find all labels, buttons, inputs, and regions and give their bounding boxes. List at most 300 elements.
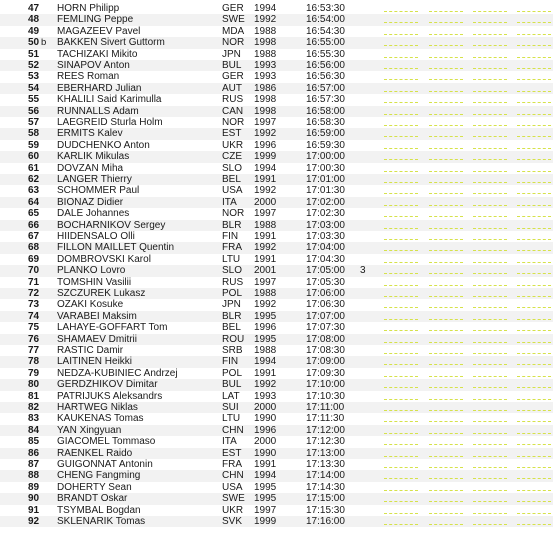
table-row xyxy=(0,106,553,117)
start-time: 16:57:00 xyxy=(306,82,345,94)
birth-year: 1991 xyxy=(254,459,277,470)
blank-result-line xyxy=(384,399,418,400)
start-time: 17:04:30 xyxy=(306,253,345,265)
nation-code: GER xyxy=(222,3,244,14)
blank-result-line xyxy=(429,478,463,479)
blank-result-line xyxy=(473,34,507,35)
blank-result-line xyxy=(517,456,551,457)
blank-result-line xyxy=(384,34,418,35)
birth-year: 1997 xyxy=(254,504,277,516)
blank-result-line xyxy=(384,262,418,263)
nation-code: SLO xyxy=(222,162,243,174)
blank-result-line xyxy=(384,11,418,12)
table-row xyxy=(0,174,553,185)
blank-result-line xyxy=(517,125,551,126)
table-row xyxy=(0,482,553,493)
birth-year: 1991 xyxy=(254,253,277,265)
blank-result-line xyxy=(429,376,463,377)
bib-number: 47 xyxy=(28,3,40,14)
table-row xyxy=(0,311,553,322)
extra-note: 3 xyxy=(360,265,366,277)
nation-code: JPN xyxy=(222,48,241,60)
bib-number: 91 xyxy=(28,504,40,516)
blank-result-line xyxy=(473,250,507,251)
start-time: 17:10:30 xyxy=(306,390,345,402)
nation-code: BLR xyxy=(222,219,242,231)
bib-number: 57 xyxy=(28,117,40,128)
start-time: 17:11:30 xyxy=(306,413,345,425)
blank-result-line xyxy=(517,11,551,12)
birth-year: 1993 xyxy=(254,71,277,83)
table-row xyxy=(0,83,553,94)
blank-result-line xyxy=(384,524,418,525)
blank-result-line xyxy=(384,444,418,445)
start-time: 17:11:00 xyxy=(306,402,345,413)
blank-result-line xyxy=(384,478,418,479)
blank-result-line xyxy=(384,193,418,194)
blank-result-line xyxy=(517,159,551,160)
athlete-name: HARTWEG Niklas xyxy=(57,402,138,413)
blank-result-line xyxy=(384,45,418,46)
start-time: 16:56:30 xyxy=(306,71,345,83)
athlete-name: GIACOMEL Tommaso xyxy=(57,436,156,448)
athlete-name: EBERHARD Julian xyxy=(57,82,142,94)
table-row xyxy=(0,117,553,128)
start-time: 16:58:00 xyxy=(306,105,345,117)
blank-result-line xyxy=(473,285,507,286)
blank-result-line xyxy=(517,444,551,445)
blank-result-line xyxy=(473,376,507,377)
athlete-name: DOMBROVSKI Karol xyxy=(57,253,151,265)
bib-number: 75 xyxy=(28,322,40,334)
start-time: 17:01:00 xyxy=(306,174,345,185)
birth-year: 1992 xyxy=(254,242,277,254)
blank-result-line xyxy=(429,456,463,457)
blank-result-line xyxy=(473,456,507,457)
nation-code: EST xyxy=(222,128,242,140)
nation-code: USA xyxy=(222,481,243,493)
athlete-name: LAEGREID Sturla Holm xyxy=(57,117,163,128)
bib-number: 60 xyxy=(28,151,40,163)
blank-result-line xyxy=(517,478,551,479)
blank-result-line xyxy=(517,353,551,354)
blank-result-line xyxy=(517,68,551,69)
start-time: 16:54:30 xyxy=(306,25,345,37)
table-row xyxy=(0,413,553,424)
blank-result-line xyxy=(473,433,507,434)
birth-year: 1998 xyxy=(254,37,277,49)
blank-result-line xyxy=(517,216,551,217)
start-time: 17:12:00 xyxy=(306,424,345,436)
start-time: 17:00:30 xyxy=(306,162,345,174)
athlete-name: RASTIC Damir xyxy=(57,345,124,356)
blank-result-line xyxy=(429,387,463,388)
blank-result-line xyxy=(517,182,551,183)
blank-result-line xyxy=(517,319,551,320)
birth-year: 1994 xyxy=(254,162,277,174)
blank-result-line xyxy=(429,467,463,468)
table-row xyxy=(0,265,553,276)
bib-number: 64 xyxy=(28,196,40,208)
athlete-name: PLANKO Lovro xyxy=(57,265,126,277)
blank-result-line xyxy=(473,410,507,411)
blank-result-line xyxy=(473,182,507,183)
table-row xyxy=(0,379,553,390)
table-row xyxy=(0,14,553,25)
table-row xyxy=(0,391,553,402)
table-row xyxy=(0,277,553,288)
table-row xyxy=(0,208,553,219)
blank-result-line xyxy=(473,364,507,365)
blank-result-line xyxy=(517,239,551,240)
athlete-name: CHENG Fangming xyxy=(57,470,141,482)
bib-number: 68 xyxy=(28,242,40,254)
nation-code: BEL xyxy=(222,322,241,334)
nation-code: GER xyxy=(222,71,244,83)
blank-result-line xyxy=(517,262,551,263)
nation-code: FIN xyxy=(222,356,239,368)
bib-number: 92 xyxy=(28,516,40,527)
bib-number: 77 xyxy=(28,345,40,356)
blank-result-line xyxy=(473,421,507,422)
birth-year: 1996 xyxy=(254,139,277,151)
table-row xyxy=(0,220,553,231)
blank-result-line xyxy=(384,490,418,491)
blank-result-line xyxy=(384,159,418,160)
table-row xyxy=(0,163,553,174)
birth-year: 1994 xyxy=(254,356,277,368)
birth-year: 1992 xyxy=(254,128,277,140)
athlete-name: HORN Philipp xyxy=(57,3,120,14)
blank-result-line xyxy=(517,91,551,92)
start-time: 16:55:00 xyxy=(306,37,345,49)
nation-code: FRA xyxy=(222,242,242,254)
table-row xyxy=(0,368,553,379)
table-row xyxy=(0,3,553,14)
blank-result-line xyxy=(473,79,507,80)
nation-code: CAN xyxy=(222,105,244,117)
blank-result-line xyxy=(384,102,418,103)
bib-number: 50 xyxy=(28,37,40,49)
nation-code: CZE xyxy=(222,151,242,163)
blank-result-line xyxy=(473,216,507,217)
bib-number: 72 xyxy=(28,288,40,299)
athlete-name: KAUKENAS Tomas xyxy=(57,413,144,425)
blank-result-line xyxy=(473,353,507,354)
birth-year: 1992 xyxy=(254,14,277,26)
bib-number: 61 xyxy=(28,162,40,174)
start-time: 17:03:30 xyxy=(306,231,345,242)
table-row xyxy=(0,459,553,470)
bib-number: 56 xyxy=(28,105,40,117)
birth-year: 1992 xyxy=(254,379,277,391)
blank-result-line xyxy=(473,387,507,388)
nation-code: ROU xyxy=(222,333,245,345)
blank-result-line xyxy=(384,376,418,377)
blank-result-line xyxy=(429,91,463,92)
nation-code: AUT xyxy=(222,82,242,94)
bib-number: 84 xyxy=(28,424,40,436)
athlete-name: RUNNALLS Adam xyxy=(57,105,139,117)
birth-year: 1992 xyxy=(254,299,277,311)
nation-code: NOR xyxy=(222,208,245,220)
birth-year: 1988 xyxy=(254,219,277,231)
start-time: 16:57:30 xyxy=(306,94,345,106)
blank-result-line xyxy=(384,513,418,514)
blank-result-line xyxy=(473,22,507,23)
bib-number: 85 xyxy=(28,436,40,448)
birth-year: 1996 xyxy=(254,322,277,334)
bib-number: 62 xyxy=(28,174,40,185)
bib-number: 49 xyxy=(28,25,40,37)
table-row xyxy=(0,516,553,527)
start-time: 16:54:00 xyxy=(306,14,345,26)
blank-result-line xyxy=(384,285,418,286)
bib-number: 55 xyxy=(28,94,40,106)
blank-result-line xyxy=(517,148,551,149)
blank-result-line xyxy=(473,159,507,160)
blank-result-line xyxy=(384,250,418,251)
nation-code: LAT xyxy=(222,390,240,402)
athlete-name: DALE Johannes xyxy=(57,208,130,220)
blank-result-line xyxy=(429,34,463,35)
blank-result-line xyxy=(429,182,463,183)
nation-code: FIN xyxy=(222,231,239,242)
table-row xyxy=(0,140,553,151)
table-row xyxy=(0,436,553,447)
nation-code: ITA xyxy=(222,196,237,208)
athlete-name: YAN Xingyuan xyxy=(57,424,122,436)
blank-result-line xyxy=(473,68,507,69)
blank-result-line xyxy=(384,148,418,149)
athlete-name: OZAKI Kosuke xyxy=(57,299,124,311)
start-time: 17:08:00 xyxy=(306,333,345,345)
table-row xyxy=(0,71,553,82)
blank-result-line xyxy=(517,410,551,411)
blank-result-line xyxy=(429,490,463,491)
start-time: 17:02:00 xyxy=(306,196,345,208)
start-time: 17:06:00 xyxy=(306,288,345,299)
birth-year: 1999 xyxy=(254,151,277,163)
blank-result-line xyxy=(517,57,551,58)
nation-code: BUL xyxy=(222,379,242,391)
athlete-name: NEDZA-KUBINIEC Andrzej xyxy=(57,367,178,379)
blank-result-line xyxy=(517,228,551,229)
blank-result-line xyxy=(473,524,507,525)
bib-number: 78 xyxy=(28,356,40,368)
start-time: 16:58:30 xyxy=(306,117,345,128)
blank-result-line xyxy=(384,421,418,422)
athlete-name: KARLIK Mikulas xyxy=(57,151,130,163)
birth-year: 1999 xyxy=(254,516,277,527)
birth-year: 1997 xyxy=(254,276,277,288)
blank-result-line xyxy=(473,490,507,491)
bib-number: 53 xyxy=(28,71,40,83)
blank-result-line xyxy=(384,68,418,69)
nation-code: POL xyxy=(222,288,243,299)
nation-code: BUL xyxy=(222,60,242,71)
nation-code: SUI xyxy=(222,402,239,413)
blank-result-line xyxy=(384,91,418,92)
blank-result-line xyxy=(384,22,418,23)
blank-result-line xyxy=(473,205,507,206)
status-flag: b xyxy=(41,37,47,49)
athlete-name: LAITINEN Heikki xyxy=(57,356,133,368)
bib-number: 52 xyxy=(28,60,40,71)
nation-code: JPN xyxy=(222,299,241,311)
blank-result-line xyxy=(384,501,418,502)
athlete-name: VARABEI Maksim xyxy=(57,310,137,322)
birth-year: 1998 xyxy=(254,105,277,117)
nation-code: UKR xyxy=(222,504,244,516)
start-time: 17:12:30 xyxy=(306,436,345,448)
bib-number: 69 xyxy=(28,253,40,265)
blank-result-line xyxy=(429,296,463,297)
blank-result-line xyxy=(473,193,507,194)
blank-result-line xyxy=(517,193,551,194)
start-time: 17:02:30 xyxy=(306,208,345,220)
blank-result-line xyxy=(517,490,551,491)
athlete-name: FILLON MAILLET Quentin xyxy=(57,242,175,254)
bib-number: 67 xyxy=(28,231,40,242)
blank-result-line xyxy=(429,262,463,263)
blank-result-line xyxy=(429,421,463,422)
start-time: 16:53:30 xyxy=(306,3,345,14)
blank-result-line xyxy=(384,182,418,183)
bib-number: 48 xyxy=(28,14,40,26)
blank-result-line xyxy=(473,171,507,172)
nation-code: SRB xyxy=(222,345,243,356)
blank-result-line xyxy=(429,319,463,320)
start-time: 17:05:00 xyxy=(306,265,345,277)
athlete-name: PATRIJUKS Aleksandrs xyxy=(57,390,163,402)
birth-year: 1988 xyxy=(254,48,277,60)
start-time: 17:13:00 xyxy=(306,447,345,459)
bib-number: 82 xyxy=(28,402,40,413)
table-row xyxy=(0,37,553,48)
athlete-name: LANGER Thierry xyxy=(57,174,132,185)
birth-year: 1995 xyxy=(254,481,277,493)
blank-result-line xyxy=(473,125,507,126)
table-row xyxy=(0,505,553,516)
athlete-name: TACHIZAKI Mikito xyxy=(57,48,138,60)
blank-result-line xyxy=(517,342,551,343)
blank-result-line xyxy=(384,171,418,172)
blank-result-line xyxy=(384,239,418,240)
athlete-name: SINAPOV Anton xyxy=(57,60,130,71)
start-time: 17:13:30 xyxy=(306,459,345,470)
birth-year: 1986 xyxy=(254,82,277,94)
nation-code: UKR xyxy=(222,139,244,151)
blank-result-line xyxy=(517,501,551,502)
blank-result-line xyxy=(429,330,463,331)
athlete-name: LAHAYE-GOFFART Tom xyxy=(57,322,168,334)
start-time: 16:59:00 xyxy=(306,128,345,140)
birth-year: 1997 xyxy=(254,117,277,128)
athlete-name: MAGAZEEV Pavel xyxy=(57,25,141,37)
blank-result-line xyxy=(473,501,507,502)
nation-code: CHN xyxy=(222,470,244,482)
start-time: 17:06:30 xyxy=(306,299,345,311)
athlete-name: REES Roman xyxy=(57,71,120,83)
blank-result-line xyxy=(473,319,507,320)
blank-result-line xyxy=(429,136,463,137)
birth-year: 1994 xyxy=(254,3,277,14)
birth-year: 1992 xyxy=(254,185,277,197)
table-row xyxy=(0,94,553,105)
bib-number: 87 xyxy=(28,459,40,470)
bib-number: 58 xyxy=(28,128,40,140)
birth-year: 1995 xyxy=(254,310,277,322)
blank-result-line xyxy=(384,296,418,297)
blank-result-line xyxy=(384,353,418,354)
table-row xyxy=(0,356,553,367)
blank-result-line xyxy=(517,171,551,172)
blank-result-line xyxy=(384,342,418,343)
bib-number: 73 xyxy=(28,299,40,311)
start-time: 17:14:30 xyxy=(306,481,345,493)
start-time: 17:16:00 xyxy=(306,516,345,527)
nation-code: MDA xyxy=(222,25,245,37)
birth-year: 2000 xyxy=(254,196,277,208)
table-row xyxy=(0,345,553,356)
bib-number: 70 xyxy=(28,265,40,277)
blank-result-line xyxy=(429,410,463,411)
table-row xyxy=(0,151,553,162)
nation-code: POL xyxy=(222,367,243,379)
blank-result-line xyxy=(473,273,507,274)
birth-year: 1991 xyxy=(254,367,277,379)
blank-result-line xyxy=(429,216,463,217)
bib-number: 76 xyxy=(28,333,40,345)
blank-result-line xyxy=(429,342,463,343)
table-row xyxy=(0,242,553,253)
nation-code: ITA xyxy=(222,436,237,448)
table-row xyxy=(0,425,553,436)
blank-result-line xyxy=(384,319,418,320)
blank-result-line xyxy=(473,262,507,263)
blank-result-line xyxy=(429,171,463,172)
blank-result-line xyxy=(384,216,418,217)
start-time: 17:09:00 xyxy=(306,356,345,368)
blank-result-line xyxy=(384,205,418,206)
blank-result-line xyxy=(473,399,507,400)
nation-code: NOR xyxy=(222,117,245,128)
nation-code: FRA xyxy=(222,459,242,470)
bib-number: 83 xyxy=(28,413,40,425)
blank-result-line xyxy=(517,307,551,308)
start-time: 17:03:00 xyxy=(306,219,345,231)
start-time: 17:15:30 xyxy=(306,504,345,516)
bib-number: 89 xyxy=(28,481,40,493)
blank-result-line xyxy=(429,444,463,445)
athlete-name: TOMSHIN Vasilii xyxy=(57,276,132,288)
blank-result-line xyxy=(429,45,463,46)
bib-number: 90 xyxy=(28,493,40,505)
blank-result-line xyxy=(429,193,463,194)
athlete-name: DOVZAN Miha xyxy=(57,162,124,174)
blank-result-line xyxy=(517,433,551,434)
blank-result-line xyxy=(517,524,551,525)
start-time: 17:14:00 xyxy=(306,470,345,482)
birth-year: 1991 xyxy=(254,174,277,185)
blank-result-line xyxy=(429,57,463,58)
birth-year: 1993 xyxy=(254,60,277,71)
blank-result-line xyxy=(517,421,551,422)
birth-year: 2000 xyxy=(254,402,277,413)
blank-result-line xyxy=(473,11,507,12)
blank-result-line xyxy=(473,102,507,103)
